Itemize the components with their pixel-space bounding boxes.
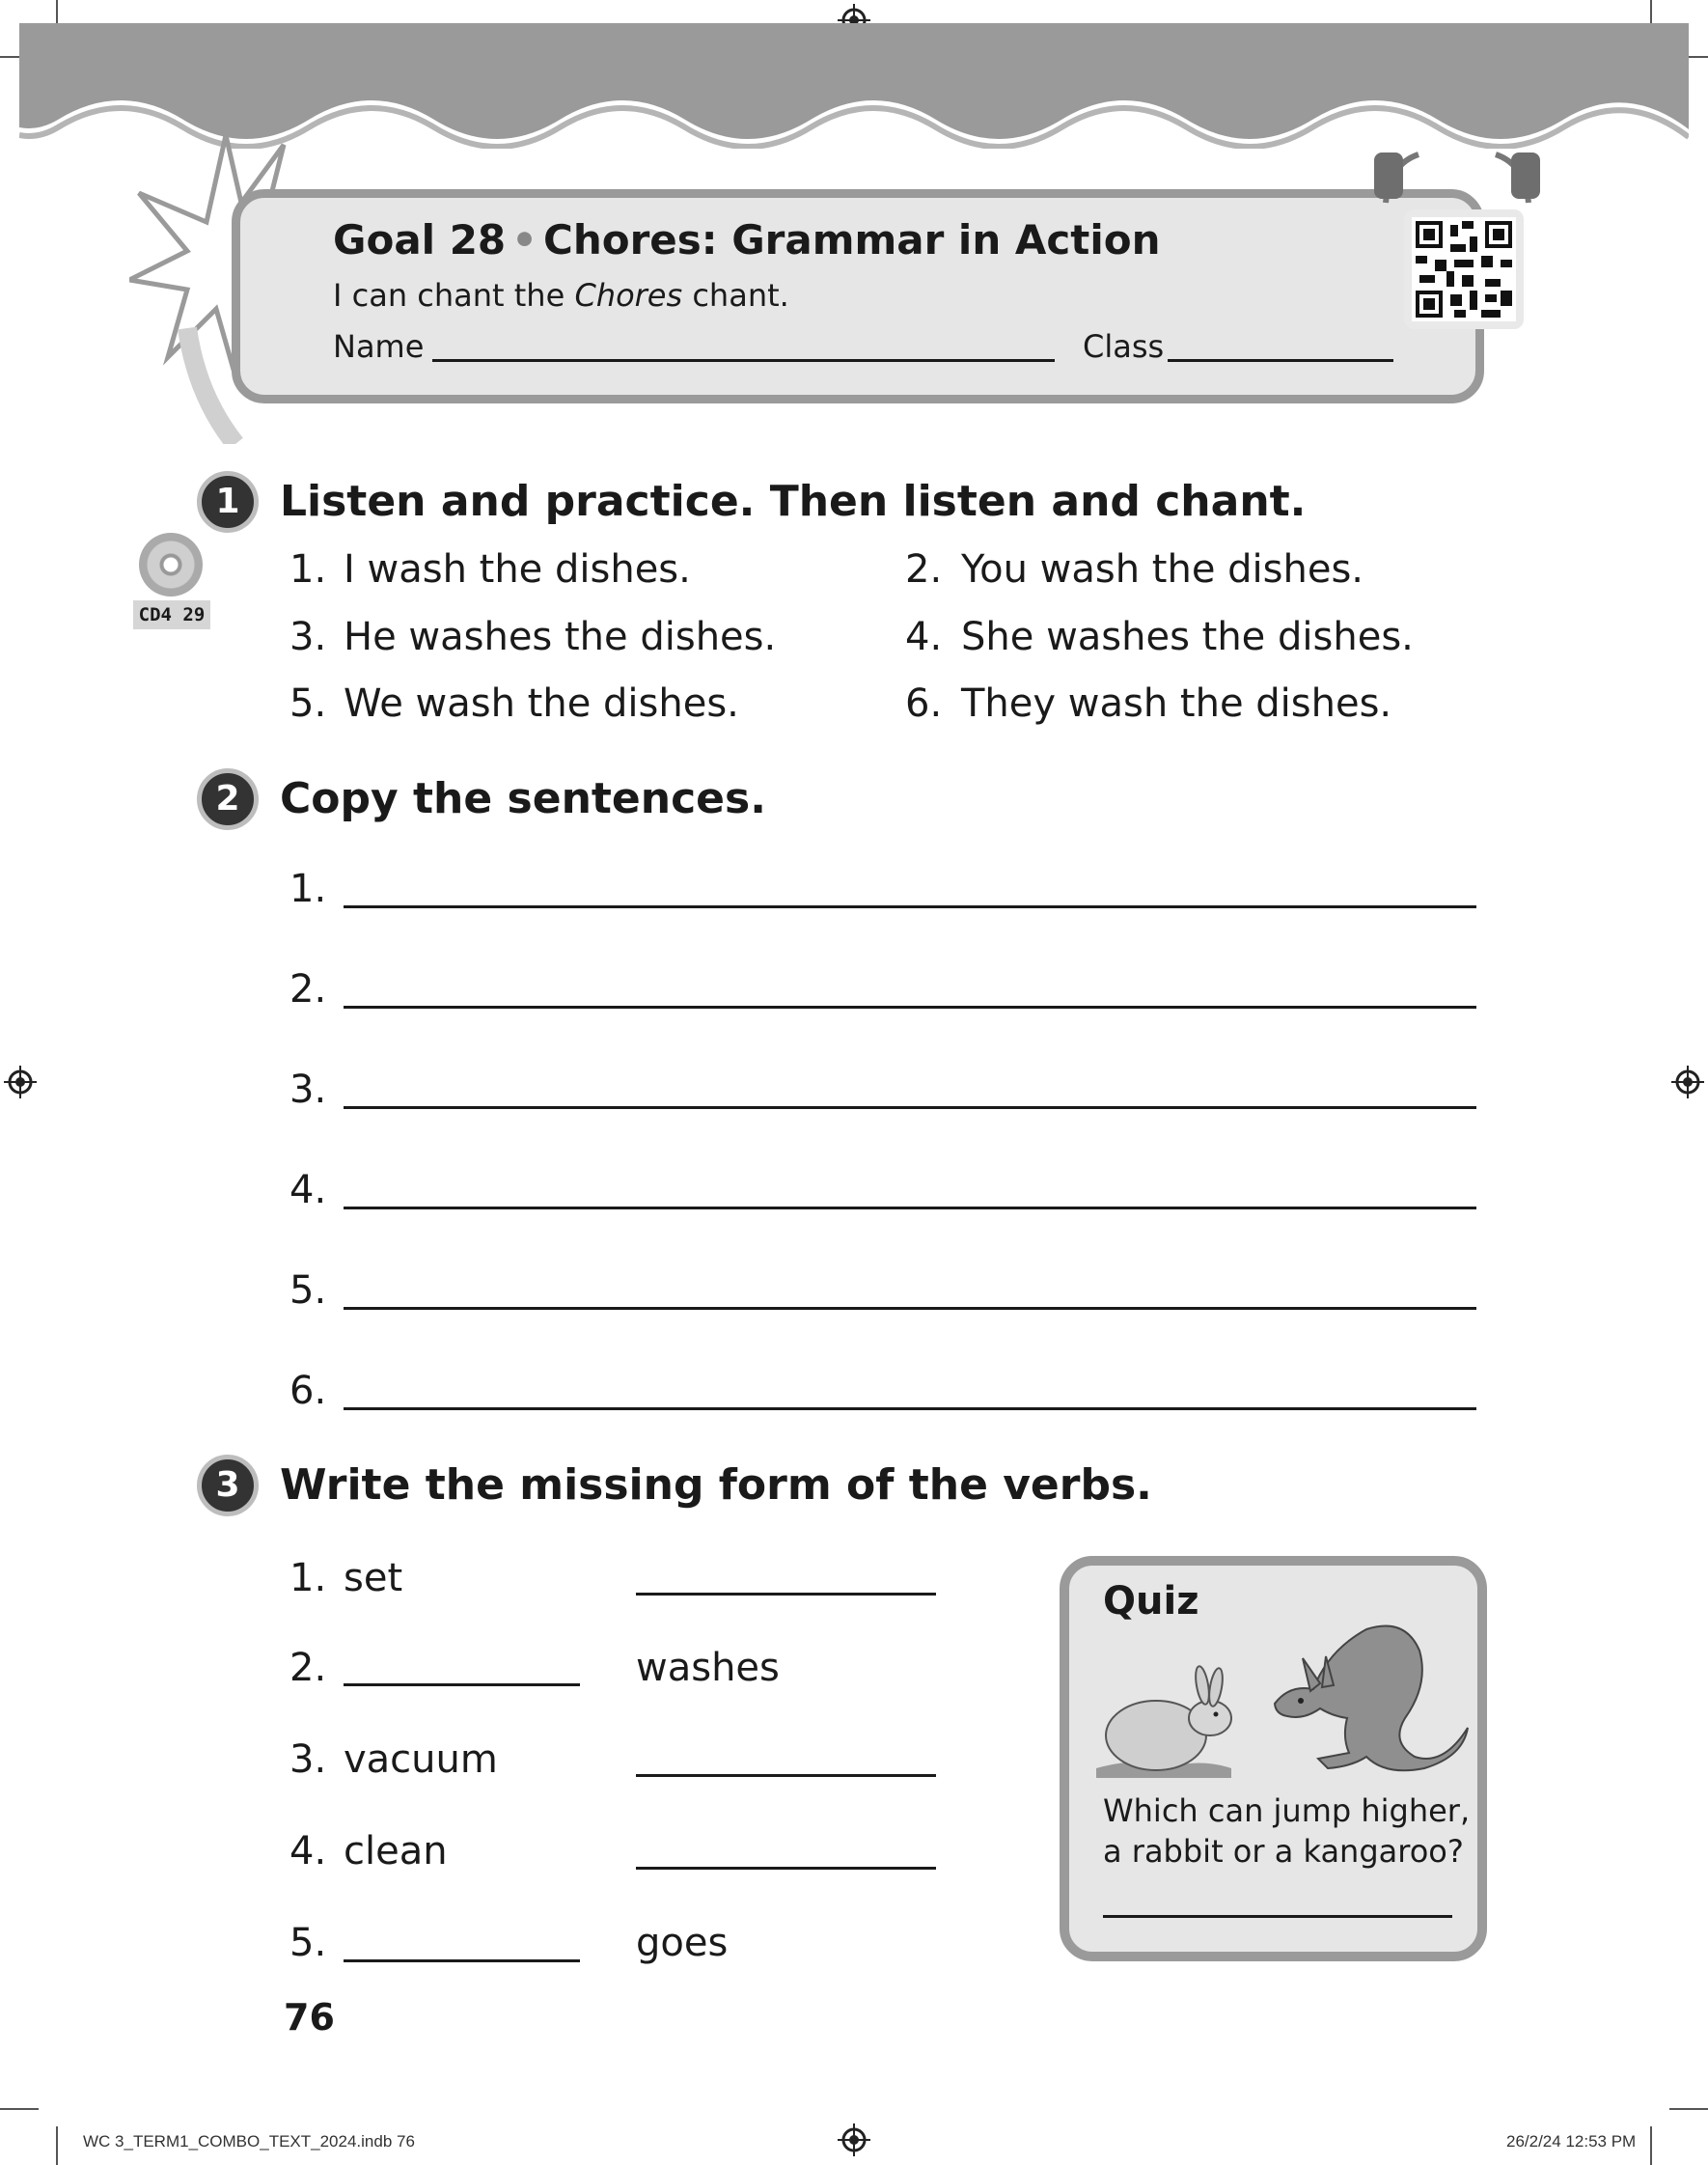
section-number-badge: 3 (197, 1455, 259, 1516)
copy-line-field[interactable] (344, 1307, 1476, 1310)
crop-mark (0, 2108, 39, 2110)
copy-line-number: 5. (289, 1268, 327, 1313)
subtitle-italic: Chores (574, 277, 683, 314)
rabbit-kangaroo-illustration (1096, 1612, 1473, 1781)
verb-answer-field[interactable] (636, 1593, 936, 1596)
verb-base-form: vacuum (344, 1737, 498, 1782)
verb-item-number: 4. (289, 1829, 327, 1874)
quiz-question (1103, 1790, 1470, 1872)
bullet-separator: • (511, 216, 537, 264)
copy-line-number: 1. (289, 867, 327, 911)
name-label: Name (333, 328, 425, 365)
section-number-badge: 1 (197, 471, 259, 533)
copy-line-field[interactable] (344, 1006, 1476, 1009)
verb-answer-field[interactable] (344, 1683, 580, 1686)
verb-third-person-form: washes (636, 1646, 780, 1690)
quiz-question-line: Which can jump higher, (1103, 1792, 1471, 1829)
copy-line-number: 6. (289, 1369, 327, 1413)
section-number-badge: 2 (197, 768, 259, 830)
chant-item-number: 5. (289, 681, 327, 726)
crop-mark (56, 2126, 58, 2165)
class-label: Class (1083, 328, 1165, 365)
cd-audio-icon[interactable] (133, 533, 210, 637)
verb-item-number: 3. (289, 1737, 327, 1782)
copy-line-number: 3. (289, 1068, 327, 1112)
crop-mark (1650, 2126, 1652, 2165)
goal-topic: Chores: Grammar in Action (543, 216, 1161, 264)
chant-item-text: We wash the dishes. (344, 681, 739, 726)
goal-subtitle (333, 277, 789, 314)
cd-track-label: CD4 29 (133, 600, 210, 629)
chant-item-number: 4. (905, 615, 943, 659)
chant-item-number: 6. (905, 681, 943, 726)
chant-item-text: She washes the dishes. (961, 615, 1414, 659)
chant-item-number: 2. (905, 547, 943, 592)
verb-third-person-form: goes (636, 1921, 729, 1965)
quiz-question-line: a rabbit or a kangaroo? (1103, 1833, 1464, 1870)
registration-mark-right (1671, 1066, 1704, 1098)
verb-answer-field[interactable] (636, 1867, 936, 1870)
subtitle-text-end: chant. (682, 277, 789, 314)
chant-item-text: He washes the dishes. (344, 615, 777, 659)
copy-line-number: 2. (289, 967, 327, 1012)
verb-answer-field[interactable] (636, 1774, 936, 1777)
verb-item-number: 2. (289, 1646, 327, 1690)
qr-code-icon[interactable] (1404, 209, 1524, 329)
quiz-title: Quiz (1103, 1579, 1199, 1624)
chant-item-text: They wash the dishes. (961, 681, 1392, 726)
goal-title (333, 216, 1160, 264)
quiz-answer-field[interactable] (1103, 1915, 1452, 1918)
cd-disc-icon (139, 533, 203, 597)
page-number: 76 (284, 1996, 335, 2039)
copy-line-field[interactable] (344, 1407, 1476, 1410)
goal-label: Goal 28 (333, 216, 507, 264)
verb-item-number: 1. (289, 1556, 327, 1600)
copy-line-field[interactable] (344, 1207, 1476, 1209)
chant-item-number: 3. (289, 615, 327, 659)
name-field[interactable] (432, 359, 1055, 362)
verb-answer-field[interactable] (344, 1959, 580, 1962)
footer-date: 26/2/24 12:53 PM (1506, 2132, 1637, 2151)
subtitle-text: I can chant the (333, 277, 575, 314)
verb-base-form: set (344, 1556, 403, 1600)
chant-item-text: I wash the dishes. (344, 547, 691, 592)
section-title: Listen and practice. Then listen and chant. (280, 477, 1307, 526)
verb-base-form: clean (344, 1829, 448, 1874)
registration-mark-left (4, 1066, 37, 1098)
chant-item-number: 1. (289, 547, 327, 592)
section-title: Write the missing form of the verbs. (280, 1460, 1152, 1510)
crop-mark (1669, 2108, 1708, 2110)
chant-item-text: You wash the dishes. (961, 547, 1364, 592)
copy-line-number: 4. (289, 1168, 327, 1212)
verb-item-number: 5. (289, 1921, 327, 1965)
registration-mark-bottom (838, 2123, 870, 2156)
copy-line-field[interactable] (344, 1106, 1476, 1109)
curtain-banner (19, 23, 1689, 149)
copy-line-field[interactable] (344, 905, 1476, 908)
class-field[interactable] (1168, 359, 1393, 362)
section-title: Copy the sentences. (280, 774, 766, 823)
footer-file-info: WC 3_TERM1_COMBO_TEXT_2024.indb 76 (83, 2132, 415, 2151)
